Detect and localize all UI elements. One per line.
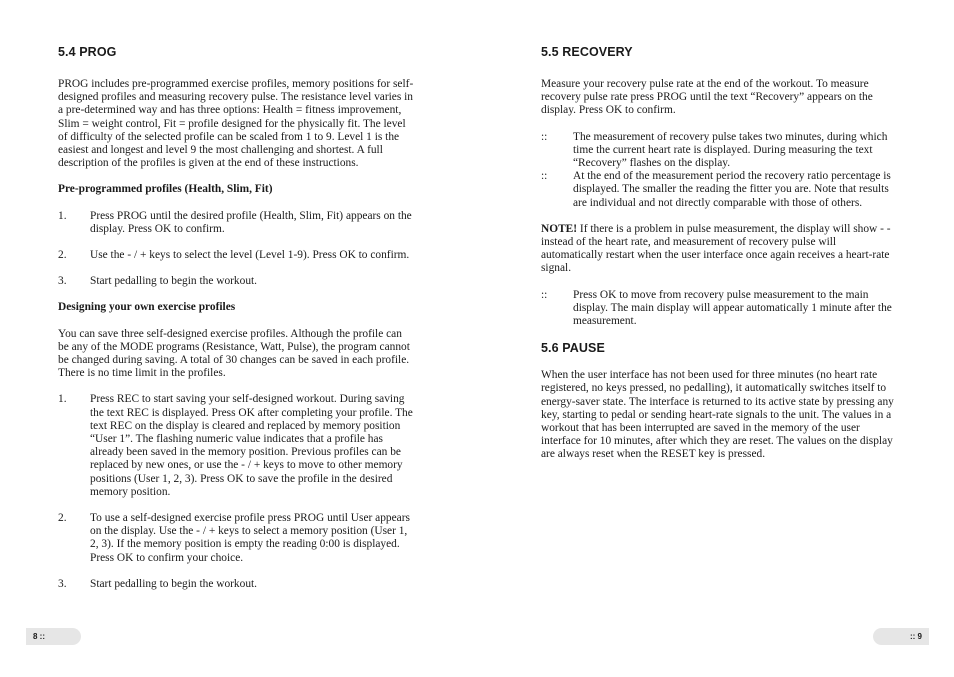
bullet-mark: ::	[541, 288, 548, 301]
list-text: Press REC to start saving your self-designed workout. During saving the text REC is displayed. Press OK after completing your profile. The text REC on the display is cleared and replaced by memory position “User 1”. The flashing numeric value indicates that a profile has already been saved in the memory position. Previous profiles can be replaced by new ones, or use the - / + keys to move to other memory positions (User 1, 2, 3). Press OK to save the profile in the desired memory position.	[90, 393, 413, 498]
note-text: If there is a problem in pulse measurement, the display will show - - instead of the heart rate, and measurement of recovery pulse will automatically restart when the user interface once again receives a heart-rate signal.	[541, 222, 891, 275]
list-number: 3.	[58, 275, 67, 288]
list-item	[58, 393, 414, 499]
recovery-intro: Measure your recovery pulse rate at the end of the workout. To measure recovery pulse rate press PROG until the text “Recovery” appears on the display. Press OK to confirm.	[541, 78, 873, 117]
list-number: 1.	[58, 209, 67, 222]
bullet-text: Press OK to move from recovery pulse measurement to the main display. The main display will appear automatically 1 minute after the measurement.	[573, 288, 892, 328]
pause-paragraph: When the user interface has not been used for three minutes (no heart rate registered, no keys pressed, no pedalling), it automatically switches itself to energy-saver state. The interface is returned to its active state by pressing any key, starting to pedal or sending heart-rate signals to the unit. The values in a workout that has been interrupted are saved in the memory of the user interface for 10 minutes, after which they are reset. The values on the display are always reset when the RESET key is pressed.	[541, 369, 894, 461]
list-number: 3.	[58, 577, 67, 590]
bullet-item	[541, 289, 897, 329]
note-paragraph	[541, 223, 897, 276]
section-heading-pause: 5.6 PAUSE	[541, 341, 605, 356]
list-text: Start pedalling to begin the workout.	[90, 577, 258, 590]
bullet-list	[541, 131, 897, 210]
list-text: Use the - / + keys to select the level (Level 1-9). Press OK to confirm.	[90, 249, 410, 262]
bullet-item	[541, 170, 897, 210]
page-number-left: 8 ::	[26, 628, 81, 645]
list-number: 2.	[58, 512, 67, 525]
section-heading-recovery: 5.5 RECOVERY	[541, 45, 633, 59]
list-item	[58, 210, 414, 236]
list-item	[58, 249, 414, 262]
list-number: 2.	[58, 249, 67, 262]
bullet-list	[541, 289, 897, 329]
note-label: NOTE!	[541, 222, 578, 235]
list-number: 1.	[58, 393, 67, 406]
list-item	[58, 275, 414, 288]
page-number-right: :: 9	[873, 628, 929, 645]
list-text: To use a self-designed exercise profile press PROG until User appears on the display. Use the - / + keys to select a memory position (User 1, 2, 3). If the memory position is empty the reading 0:00 is displayed. Press OK to confirm your choice.	[90, 512, 410, 564]
bullet-mark: ::	[541, 130, 548, 143]
list-item	[58, 512, 414, 565]
designing-paragraph: You can save three self-designed exercise profiles. Although the profile can be any of the MODE programs (Resistance, Watt, Pulse), the program cannot be changed during saving. A total of 30 changes can be saved in each profile. There is no time limit in the profiles.	[58, 327, 410, 380]
list-text: Start pedalling to begin the workout.	[90, 275, 258, 288]
list-item	[58, 578, 414, 591]
left-column	[58, 45, 414, 604]
prog-intro: PROG includes pre-programmed exercise profiles, memory positions for self-designed profiles and measuring recovery pulse. The resistance level varies in a pre-determined way and has three options: Health = fitness improvement, Slim = weight control, Fit = profile designed for the physically fit. The level of difficulty of the selected profile can be scaled from 1 to 9. Level 1 is the easiest and longest and level 9 the most challenging and shortest. A full description of the profiles is given at the end of these instructions.	[58, 78, 414, 170]
subheading-preprogrammed: Pre-programmed profiles (Health, Slim, Fit)	[58, 183, 273, 196]
right-column	[541, 45, 897, 475]
bullet-text: At the end of the measurement period the recovery ratio percentage is displayed. The smaller the reading the fitter you are. Note that results are individual and not directly comparable with those of others.	[573, 170, 891, 209]
bullet-item	[541, 131, 897, 171]
section-heading-prog: 5.4 PROG	[58, 45, 117, 59]
bullet-mark: ::	[541, 170, 548, 183]
subheading-designing: Designing your own exercise profiles	[58, 301, 236, 314]
list-text: Press PROG until the desired profile (Health, Slim, Fit) appears on the display. Press OK to confirm.	[90, 209, 412, 235]
bullet-text: The measurement of recovery pulse takes two minutes, during which time the current heart rate is displayed. During measuring the text “Recovery” flashes on the display.	[573, 130, 888, 170]
